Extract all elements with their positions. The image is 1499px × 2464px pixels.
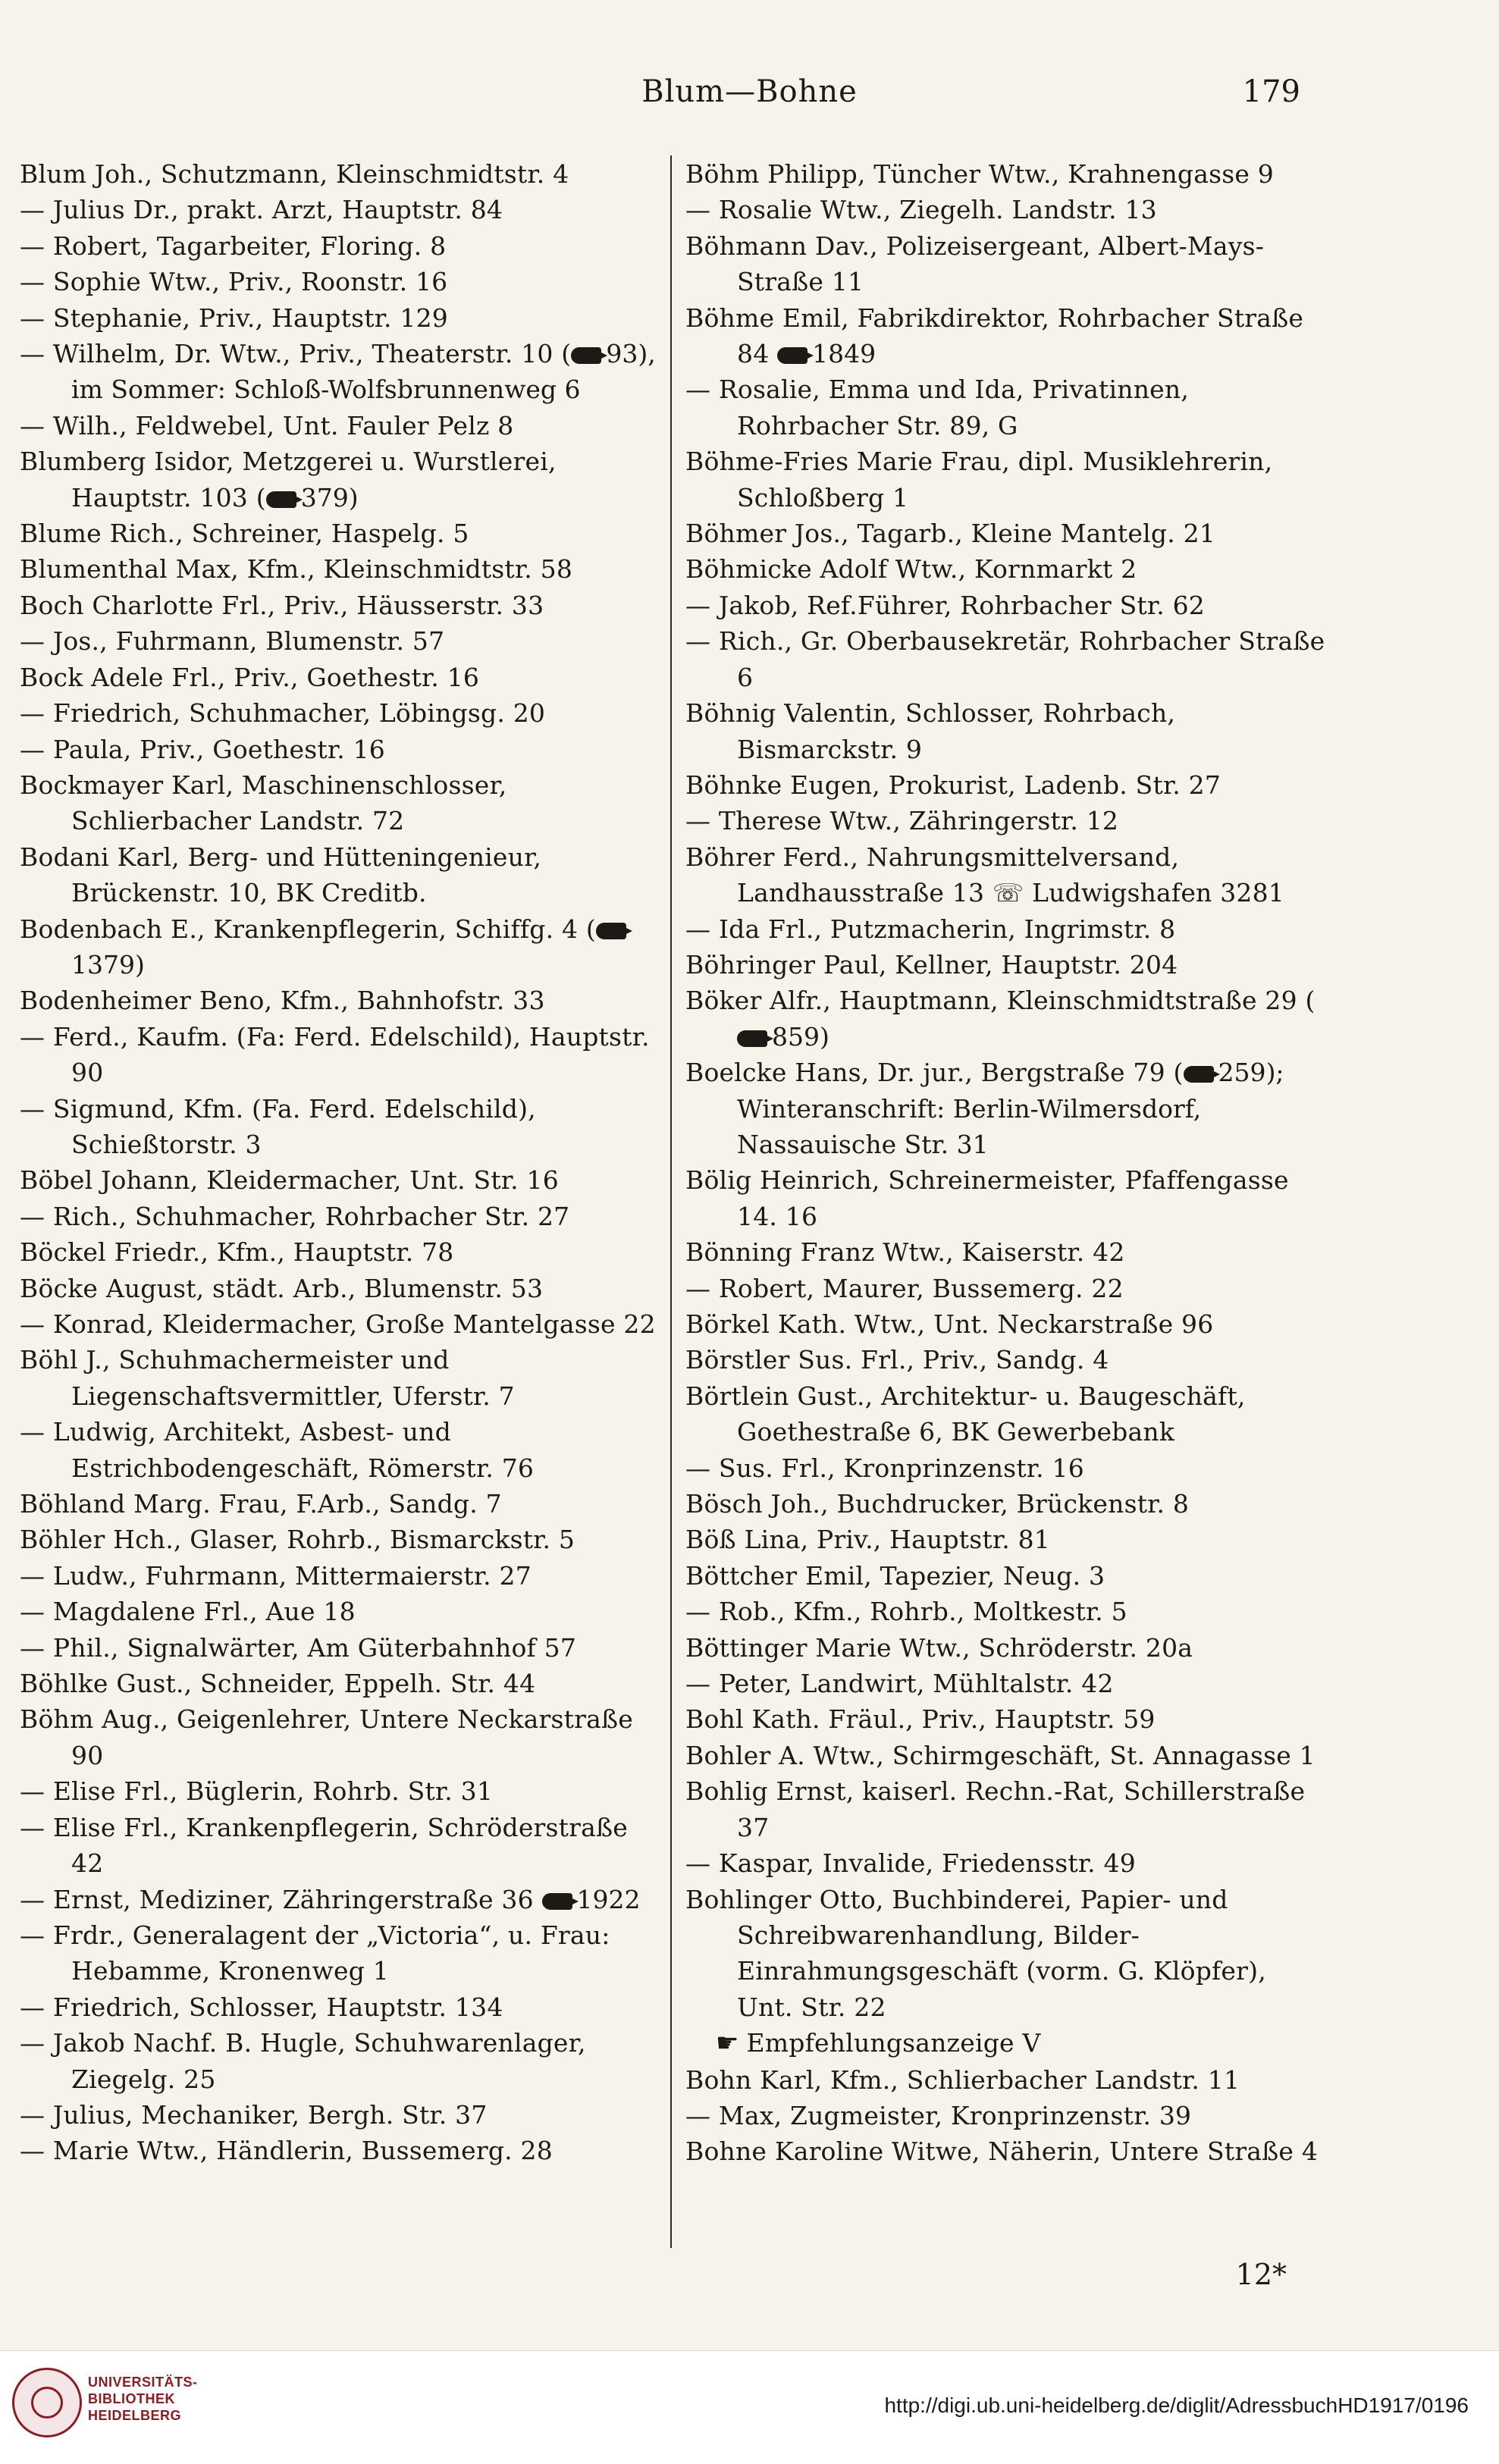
directory-entry [20, 156, 664, 192]
institution-line: BIBLIOTHEK [88, 2391, 175, 2406]
entry-text: — Jakob, Ref.Führer, Rohrbacher Str. 62 [685, 590, 1205, 620]
phone-number: 1849 [812, 339, 877, 369]
directory-entry [685, 1522, 1330, 1557]
entry-text: Böker Alfr., Hauptmann, Kleinschmidtstraße 29 ( [685, 986, 1316, 1016]
entry-text: — Ferd., Kaufm. (Fa: Ferd. Edelschild), Hauptstr. 90 [20, 1021, 650, 1088]
directory-entry [685, 1450, 1330, 1486]
telephone-icon [266, 491, 296, 508]
entry-text: Böcke August, städt. Arb., Blumenstr. 53 [20, 1273, 544, 1303]
directory-entry [685, 156, 1330, 192]
entry-tail: ) [134, 949, 145, 980]
entry-text: — Wilhelm, Dr. Wtw., Priv., Theaterstr. 10 ( [20, 339, 572, 369]
entry-text: — Robert, Tagarbeiter, Floring. 8 [20, 230, 447, 261]
entry-text: Böhl J., Schuhmachermeister und Liegenschaftsvermittler, Uferstr. 7 [20, 1345, 515, 1411]
directory-entry [20, 2097, 664, 2133]
directory-entry [685, 588, 1330, 623]
entry-text: Bohl Kath. Fräul., Priv., Hauptstr. 59 [685, 1704, 1156, 1735]
entry-text: Böhme-Fries Marie Frau, dipl. Musiklehrerin, Schloßberg 1 [685, 447, 1273, 513]
entry-tail: ) [820, 1021, 829, 1052]
directory-entry [20, 1019, 664, 1091]
entry-text: — Julius Dr., prakt. Arzt, Hauptstr. 84 [20, 195, 503, 225]
directory-entry [685, 1486, 1330, 1522]
directory-entry [20, 623, 664, 659]
entry-text: — Friedrich, Schlosser, Hauptstr. 134 [20, 1992, 503, 2022]
entry-text: Böhland Marg. Frau, F.Arb., Sandg. 7 [20, 1489, 502, 1519]
entry-text: — Wilh., Feldwebel, Unt. Fauler Pelz 8 [20, 410, 514, 440]
directory-entry [20, 1630, 664, 1666]
directory-entry [685, 695, 1330, 767]
telephone-icon [737, 1030, 767, 1047]
directory-entry [685, 1162, 1330, 1234]
entry-text: Böhler Hch., Glaser, Rohrb., Bismarckstr. 5 [20, 1525, 575, 1555]
directory-entry [20, 1773, 664, 1809]
directory-entry [685, 1055, 1330, 1162]
directory-entry [20, 660, 664, 695]
directory-entry [20, 588, 664, 623]
directory-entry [685, 1558, 1330, 1594]
entry-text: — Rob., Kfm., Rohrb., Moltkestr. 5 [685, 1597, 1127, 1627]
directory-entry [20, 2025, 664, 2097]
directory-entry [20, 1271, 664, 1306]
entry-text: Böhmer Jos., Tagarb., Kleine Mantelg. 21 [685, 519, 1215, 549]
entry-text: Böhm Aug., Geigenlehrer, Untere Neckarstraße 90 [20, 1704, 633, 1770]
entry-text: Böhm Philipp, Tüncher Wtw., Krahnengasse 9 [685, 159, 1275, 189]
entry-tail: ) [348, 482, 359, 513]
directory-entry [20, 1558, 664, 1594]
entry-text: — Paula, Priv., Goethestr. 16 [20, 734, 385, 764]
directory-entry [20, 444, 664, 516]
entry-text: — Rosalie Wtw., Ziegelh. Landstr. 13 [685, 195, 1157, 225]
directory-entry [20, 839, 664, 911]
directory-entry [685, 2098, 1330, 2133]
directory-entry [685, 2133, 1330, 2169]
directory-entry [20, 1989, 664, 2025]
entry-text: — Elise Frl., Büglerin, Rohrb. Str. 31 [20, 1776, 494, 1807]
entry-text: Bockmayer Karl, Maschinenschlosser, Schlierbacher Landstr. 72 [20, 770, 507, 836]
entry-text: Bönning Franz Wtw., Kaiserstr. 42 [685, 1237, 1125, 1268]
entry-text: — Frdr., Generalagent der „Victoria“, u. Frau: Hebamme, Kronenweg 1 [20, 1920, 610, 1986]
directory-entry [685, 947, 1330, 983]
telephone-icon [1184, 1066, 1214, 1083]
directory-entry [20, 1162, 664, 1198]
entry-text: — Friedrich, Schuhmacher, Löbingsg. 20 [20, 698, 546, 729]
directory-entry [20, 1594, 664, 1629]
entry-text: Böhringer Paul, Kellner, Hauptstr. 204 [685, 949, 1178, 980]
entry-text: Empfehlungsanzeige V [746, 2028, 1041, 2058]
phone-number: 93 [606, 339, 638, 369]
running-title: Blum—Bohne [641, 74, 858, 109]
entry-text: Boch Charlotte Frl., Priv., Häusserstr. 33 [20, 590, 544, 620]
left-column [20, 156, 664, 2169]
entry-text: Bohler A. Wtw., Schirmgeschäft, St. Annagasse 1 [685, 1740, 1316, 1770]
directory-entry [20, 192, 664, 227]
directory-entry [20, 300, 664, 336]
directory-entry [685, 1306, 1330, 1342]
entry-text: — Sigmund, Kfm. (Fa. Ferd. Edelschild), Schießtorstr. 3 [20, 1093, 536, 1159]
sheet-signature: 12* [1235, 2258, 1287, 2291]
entry-text: Böckel Friedr., Kfm., Hauptstr. 78 [20, 1237, 454, 1268]
entry-text: Bohlinger Otto, Buchbinderei, Papier- und Schreibwarenhandlung, Bilder-Einrahmungsgeschäft (vorm. G. Klöpfer), Unt. Str. 22 [685, 1884, 1266, 2022]
directory-entry [20, 1091, 664, 1163]
directory-entry [685, 300, 1330, 372]
directory-entry [20, 767, 664, 839]
entry-text: — Jakob Nachf. B. Hugle, Schuhwarenlager, Ziegelg. 25 [20, 2028, 586, 2094]
telephone-icon [777, 347, 808, 364]
directory-entry [20, 336, 664, 408]
directory-entry [20, 1306, 664, 1342]
entry-text: Blum Joh., Schutzmann, Kleinschmidtstr. 4 [20, 159, 569, 189]
running-head [0, 70, 1499, 115]
directory-entry [20, 732, 664, 767]
directory-entry [20, 264, 664, 299]
directory-entry [685, 1630, 1330, 1666]
pointing-hand-icon: ☛ [716, 2028, 739, 2059]
university-seal-icon [12, 2368, 82, 2437]
entry-text: — Stephanie, Priv., Hauptstr. 129 [20, 303, 448, 333]
phone-number: 1922 [576, 1884, 641, 1914]
directory-entry [20, 1522, 664, 1557]
directory-entry [685, 228, 1330, 300]
entry-text: Böttcher Emil, Tapezier, Neug. 3 [685, 1560, 1105, 1591]
entry-text: — Ludw., Fuhrmann, Mittermaierstr. 27 [20, 1560, 532, 1591]
directory-entry [685, 1773, 1330, 1845]
directory-entry [20, 516, 664, 551]
directory-entry [685, 444, 1330, 516]
directory-entry [685, 1701, 1330, 1737]
entry-text: — Rosalie, Emma und Ida, Privatinnen, Rohrbacher Str. 89, G [685, 375, 1190, 440]
directory-entry [20, 1342, 664, 1414]
directory-entry [20, 911, 664, 983]
directory-entry [20, 1701, 664, 1773]
entry-text: Börstler Sus. Frl., Priv., Sandg. 4 [685, 1345, 1109, 1375]
directory-entry [20, 1810, 664, 1882]
directory-entry [20, 1486, 664, 1522]
directory-entry [20, 1917, 664, 1989]
entry-text: Böhmann Dav., Polizeisergeant, Albert-Mays-Straße 11 [685, 230, 1265, 297]
directory-entry [20, 983, 664, 1018]
entry-text: Böhnig Valentin, Schlosser, Rohrbach, Bismarckstr. 9 [685, 698, 1176, 764]
entry-text: — Ernst, Mediziner, Zähringerstraße 36 [20, 1884, 542, 1914]
directory-entry [20, 1882, 664, 1917]
directory-entry [685, 983, 1330, 1055]
entry-text: Blume Rich., Schreiner, Haspelg. 5 [20, 519, 469, 549]
institution-line: HEIDELBERG [88, 2408, 182, 2423]
entry-text: — Magdalene Frl., Aue 18 [20, 1597, 356, 1627]
institution-name [88, 2374, 198, 2424]
entry-text: — Rich., Gr. Oberbausekretär, Rohrbacher Straße 6 [685, 626, 1325, 692]
entry-text: — Julius, Mechaniker, Bergh. Str. 37 [20, 2099, 488, 2130]
entry-text: Böß Lina, Priv., Hauptstr. 81 [685, 1525, 1050, 1555]
entry-text: Bölig Heinrich, Schreinermeister, Pfaffengasse 14. 16 [685, 1165, 1289, 1231]
directory-entry [685, 371, 1330, 444]
entry-text: Bock Adele Frl., Priv., Goethestr. 16 [20, 662, 480, 692]
directory-entry [685, 1738, 1330, 1773]
entry-text: Bösch Joh., Buchdrucker, Brückenstr. 8 [685, 1489, 1190, 1519]
entry-text: — Jos., Fuhrmann, Blumenstr. 57 [20, 626, 445, 657]
directory-entry [685, 803, 1330, 839]
directory-entry [685, 1666, 1330, 1701]
institution-line: UNIVERSITÄTS- [88, 2375, 198, 2390]
directory-entry [20, 408, 664, 444]
entry-text: Bodenheimer Beno, Kfm., Bahnhofstr. 33 [20, 986, 545, 1016]
entry-text: Blumenthal Max, Kfm., Kleinschmidtstr. 58 [20, 554, 573, 585]
entry-text: Bodani Karl, Berg- und Hütteningenieur, Brückenstr. 10, BK Creditb. [20, 842, 542, 908]
digitization-footer [0, 2350, 1499, 2464]
directory-entry [685, 1271, 1330, 1306]
directory-entry [20, 2133, 664, 2168]
entry-text: Boelcke Hans, Dr. jur., Bergstraße 79 ( [685, 1058, 1184, 1088]
directory-entry [685, 1845, 1330, 1881]
entry-text: Böhlke Gust., Schneider, Eppelh. Str. 44 [20, 1669, 536, 1699]
telephone-icon [571, 347, 601, 364]
page-number: 179 [1242, 74, 1300, 109]
directory-entry [20, 1414, 664, 1486]
directory-entry [20, 1666, 664, 1701]
phone-number: 259 [1218, 1058, 1266, 1088]
entry-tail: ), im Sommer: Schloß-Wolfsbrunnenweg 6 [71, 339, 656, 405]
entry-text: — Therese Wtw., Zähringerstr. 12 [685, 806, 1119, 836]
entry-text: Blumberg Isidor, Metzgerei u. Wurstlerei, Hauptstr. 103 ( [20, 447, 557, 513]
entry-text: Bohn Karl, Kfm., Schlierbacher Landstr. 11 [685, 2064, 1240, 2095]
directory-entry [20, 228, 664, 264]
entry-text: Börtlein Gust., Architektur- u. Baugeschäft, Goethestraße 6, BK Gewerbebank [685, 1381, 1246, 1447]
entry-text: Bodenbach E., Krankenpflegerin, Schiffg. 4 ( [20, 914, 596, 944]
source-url-link[interactable]: http://digi.ub.uni-heidelberg.de/diglit/AdressbuchHD1917/0196 [884, 2393, 1469, 2417]
entry-text: Böbel Johann, Kleidermacher, Unt. Str. 16 [20, 1165, 559, 1196]
entry-text: Bohne Karoline Witwe, Näherin, Untere Straße 4 [685, 2136, 1319, 2167]
directory-entry [685, 516, 1330, 551]
entry-text: Böhnke Eugen, Prokurist, Ladenb. Str. 27 [685, 770, 1221, 800]
entry-text: — Rich., Schuhmacher, Rohrbacher Str. 27 [20, 1201, 570, 1231]
directory-entry [20, 1199, 664, 1234]
directory-entry [685, 1594, 1330, 1629]
entry-text: — Phil., Signalwärter, Am Güterbahnhof 57 [20, 1632, 577, 1663]
directory-entry [20, 1234, 664, 1270]
telephone-icon [542, 1893, 572, 1910]
directory-entry [20, 695, 664, 731]
entry-text: — Sus. Frl., Kronprinzenstr. 16 [685, 1453, 1084, 1483]
telephone-icon [596, 923, 626, 939]
entry-text: — Robert, Maurer, Bussemerg. 22 [685, 1273, 1124, 1303]
entry-text: — Max, Zugmeister, Kronprinzenstr. 39 [685, 2100, 1192, 2130]
entry-text: — Ludwig, Architekt, Asbest- und Estrichbodengeschäft, Römerstr. 76 [20, 1417, 535, 1483]
phone-number: 379 [300, 482, 349, 513]
directory-entry [685, 1378, 1330, 1450]
column-divider [670, 155, 672, 2248]
entry-text: Böhmicke Adolf Wtw., Kornmarkt 2 [685, 554, 1137, 585]
directory-entry [20, 551, 664, 587]
directory-entry [685, 767, 1330, 803]
advertisement-reference [685, 2025, 1330, 2061]
entry-text: — Ida Frl., Putzmacherin, Ingrimstr. 8 [685, 914, 1176, 944]
entry-tail: ); Winteranschrift: Berlin-Wilmersdorf, Nassauische Str. 31 [737, 1058, 1284, 1159]
entry-text: Börkel Kath. Wtw., Unt. Neckarstraße 96 [685, 1309, 1214, 1339]
entry-text: Böhme Emil, Fabrikdirektor, Rohrbacher Straße 84 [685, 303, 1304, 369]
directory-entry [685, 2062, 1330, 2098]
directory-entry [685, 911, 1330, 947]
directory-entry [685, 192, 1330, 227]
entry-text: — Kaspar, Invalide, Friedensstr. 49 [685, 1848, 1136, 1879]
right-column [685, 156, 1330, 2170]
entry-text: — Elise Frl., Krankenpflegerin, Schröderstraße 42 [20, 1812, 628, 1879]
phone-number: 859 [772, 1021, 820, 1052]
directory-entry [685, 551, 1330, 587]
entry-text: — Peter, Landwirt, Mühltalstr. 42 [685, 1669, 1114, 1699]
directory-entry [685, 1234, 1330, 1270]
entry-text: — Sophie Wtw., Priv., Roonstr. 16 [20, 267, 448, 297]
entry-text: — Marie Wtw., Händlerin, Bussemerg. 28 [20, 2136, 553, 2166]
entry-text: Böhrer Ferd., Nahrungsmittelversand, Landhausstraße 13 ☏ Ludwigshafen 3281 [685, 842, 1284, 908]
directory-entry [685, 623, 1330, 695]
entry-text: — Konrad, Kleidermacher, Große Mantelgasse 22 [20, 1309, 656, 1339]
phone-number: 1379 [71, 949, 135, 980]
directory-entry [685, 839, 1330, 911]
entry-text: Bohlig Ernst, kaiserl. Rechn.-Rat, Schillerstraße 37 [685, 1776, 1306, 1842]
directory-entry [685, 1882, 1330, 2026]
entry-text: Böttinger Marie Wtw., Schröderstr. 20a [685, 1632, 1193, 1663]
directory-entry [685, 1342, 1330, 1378]
